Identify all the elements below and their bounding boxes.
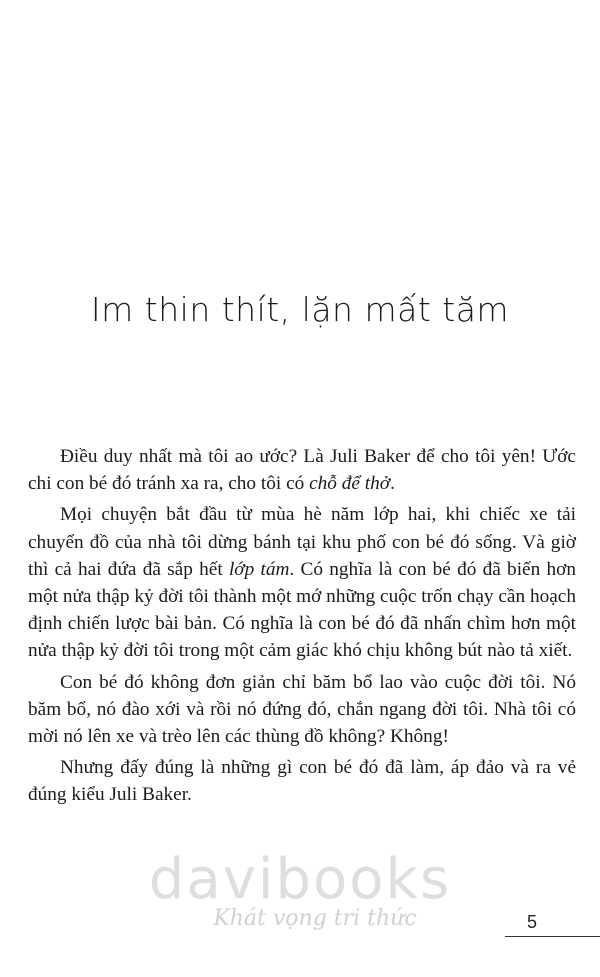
body-paragraph bbox=[28, 669, 576, 751]
body-paragraph bbox=[28, 501, 576, 664]
watermark-tagline: Khát vọng tri thức bbox=[213, 906, 417, 931]
body-paragraph bbox=[28, 754, 576, 808]
text-run: Nhưng đấy đúng là những gì con bé đó đã làm, áp đảo và ra vẻ đúng kiểu Juli Baker. bbox=[28, 757, 576, 806]
publisher-watermark bbox=[0, 847, 600, 931]
chapter-body bbox=[28, 443, 576, 813]
text-run: . bbox=[390, 473, 395, 495]
chapter-title: Im thin thít, lặn mất tăm bbox=[90, 290, 510, 329]
text-run: Điều duy nhất mà tôi ao ước? Là Juli Baker để cho tôi yên! Ước chi con bé đó tránh xa ra, cho tôi có bbox=[28, 446, 576, 495]
page-number: 5 bbox=[527, 912, 538, 932]
page-number-rule bbox=[505, 936, 600, 937]
text-run: . Có nghĩa là con bé đó đã biến hơn một nửa thập kỷ đời tôi thành một mớ những cuộc trốn chạy cần hoạch định chiến lược bài bản. Có nghĩa là con bé đó đã nhấn chìm hơn một nửa thập kỷ đời tôi trong một cảm giác khó chịu không bút nào tả xiết. bbox=[28, 558, 576, 662]
italic-phrase: lớp tám bbox=[228, 558, 290, 580]
text-run: Mọi chuyện bắt đầu từ mùa hè năm lớp hai, khi chiếc xe tải chuyển đồ của nhà tôi dừng bánh tại khu phố con bé đó sống. Và giờ thì cả hai đứa đã sắp hết bbox=[28, 504, 576, 580]
italic-phrase: chỗ để thở bbox=[309, 473, 391, 495]
watermark-brand: davibooks bbox=[148, 847, 452, 912]
text-run: Con bé đó không đơn giản chỉ băm bổ lao vào cuộc đời tôi. Nó băm bổ, nó đào xới và rồi nó đứng đó, chắn ngang đời tôi. Nhà tôi có mời nó lên xe và trèo lên các thùng đồ không? Không! bbox=[28, 671, 576, 748]
body-paragraph bbox=[28, 443, 576, 497]
